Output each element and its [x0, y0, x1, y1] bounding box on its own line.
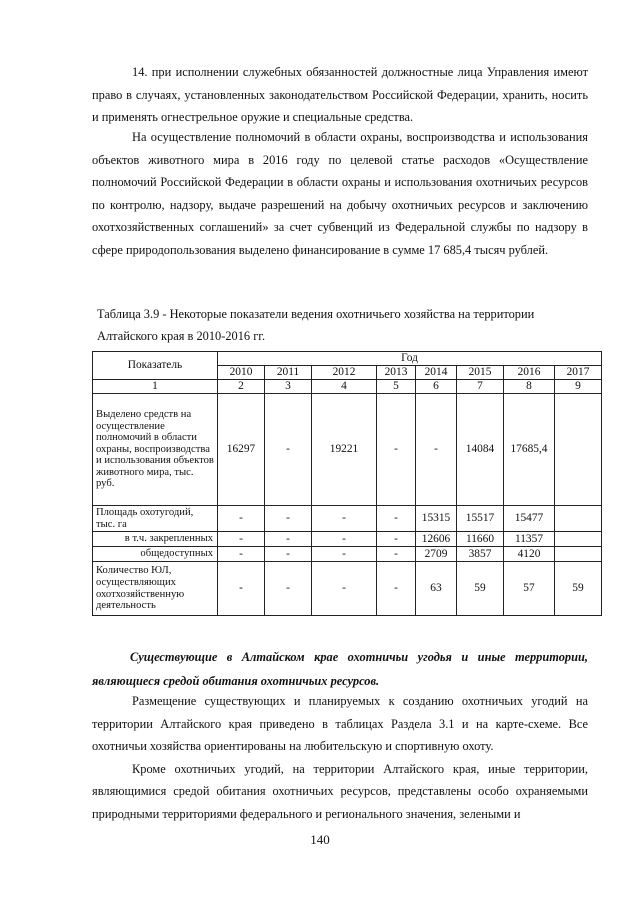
- year-cell: 2014: [416, 366, 457, 380]
- table-cell: 17685,4: [504, 394, 555, 506]
- table-cell: -: [377, 547, 416, 562]
- table-cell: -: [218, 532, 265, 547]
- table-caption: Таблица 3.9 - Некоторые показатели ведения охотничьего хозяйства на территории Алтайского края в 2010-2016 гг.: [97, 307, 535, 343]
- column-number: 4: [312, 380, 377, 394]
- table-cell: -: [265, 532, 312, 547]
- page-number: 140: [310, 832, 330, 847]
- indicator-header: Показатель: [93, 352, 218, 380]
- table-cell: -: [312, 506, 377, 532]
- table-cell: 15315: [416, 506, 457, 532]
- table-cell: -: [312, 547, 377, 562]
- table-cell: [555, 394, 602, 506]
- year-header: Год: [218, 352, 602, 366]
- row-label: Площадь охотугодий, тыс. га: [93, 506, 218, 532]
- table-cell: 14084: [457, 394, 504, 506]
- year-cell: 2012: [312, 366, 377, 380]
- column-number: 3: [265, 380, 312, 394]
- table-cell: -: [265, 547, 312, 562]
- paragraph-placement-text: Размещение существующих и планируемых к созданию охотничьих угодий на территории Алтайского края приведено в таблицах Раздела 3.1 и на карте-схеме. Все охотничьи хозяйства ориентированы на любительскую и спортивную охоту.: [92, 694, 588, 754]
- table-cell: [555, 547, 602, 562]
- column-number: 2: [218, 380, 265, 394]
- table-cell: -: [377, 532, 416, 547]
- table-cell: 16297: [218, 394, 265, 506]
- table-cell: -: [312, 562, 377, 616]
- paragraph-placement: [92, 690, 588, 826]
- table-row: [93, 532, 602, 547]
- hunting-indicators-table: [92, 351, 602, 616]
- column-number: 8: [504, 380, 555, 394]
- table-cell: 11357: [504, 532, 555, 547]
- table-cell: 57: [504, 562, 555, 616]
- table-cell: -: [265, 506, 312, 532]
- table-cell: [555, 532, 602, 547]
- column-number: 9: [555, 380, 602, 394]
- table-cell: 11660: [457, 532, 504, 547]
- year-cell: 2015: [457, 366, 504, 380]
- row-label: в т.ч. закрепленных: [93, 532, 218, 547]
- table-cell: 12606: [416, 532, 457, 547]
- table-cell: -: [218, 562, 265, 616]
- numbering-row: [93, 380, 602, 394]
- paragraph-other-territories: Кроме охотничьих угодий, на территории Алтайского края, иные территории, являющимися средой обитания охотничьих ресурсов, представлены особо охраняемыми природными территориями федерального и регионального значения, зелеными и: [92, 761, 588, 821]
- year-cell: 2013: [377, 366, 416, 380]
- table-cell: 59: [555, 562, 602, 616]
- section-heading: Существующие в Алтайском крае охотничьи угодья и иные территории, являющиеся средой обитания охотничьих ресурсов.: [92, 650, 588, 688]
- year-cell: 2010: [218, 366, 265, 380]
- table-row: [93, 394, 602, 506]
- table-row: [93, 506, 602, 532]
- table-cell: 4120: [504, 547, 555, 562]
- table-row: [93, 547, 602, 562]
- row-label: общедоступных: [93, 547, 218, 562]
- table-row: [93, 562, 602, 616]
- column-number: 5: [377, 380, 416, 394]
- table-cell: 59: [457, 562, 504, 616]
- year-cell: 2016: [504, 366, 555, 380]
- table-cell: 15477: [504, 506, 555, 532]
- table-cell: [555, 506, 602, 532]
- year-cell: 2011: [265, 366, 312, 380]
- table-cell: -: [416, 394, 457, 506]
- year-cell: 2017: [555, 366, 602, 380]
- table-cell: -: [218, 506, 265, 532]
- row-label: Количество ЮЛ, осуществляющих охотхозяйственную деятельность: [93, 562, 218, 616]
- table-cell: -: [265, 562, 312, 616]
- table-cell: 3857: [457, 547, 504, 562]
- table-cell: 19221: [312, 394, 377, 506]
- table-cell: 15517: [457, 506, 504, 532]
- table-cell: -: [312, 532, 377, 547]
- paragraph-officials-rights: 14. при исполнении служебных обязанностей должностные лица Управления имеют право в случаях, установленных законодательством Российской Федерации, хранить, носить и применять огнестрельное оружие и специальные средства.: [92, 65, 588, 125]
- paragraph-funding: На осуществление полномочий в области охраны, воспроизводства и использования объектов животного мира в 2016 году по целевой статье расходов «Осуществление полномочий Российской Федерации в области охраны и использования охотничьих ресурсов по контролю, надзору, выдаче разрешений на добычу охотничьих ресурсов и заключению охотхозяйственных соглашений» за счет субвенций из Федеральной службы по надзору в сфере природопользования выделено финансирование в сумме 17 685,4 тысяч рублей.: [92, 130, 588, 257]
- table-cell: -: [377, 506, 416, 532]
- column-number: 7: [457, 380, 504, 394]
- table-cell: -: [377, 394, 416, 506]
- table-cell: -: [265, 394, 312, 506]
- table-cell: 63: [416, 562, 457, 616]
- table-cell: -: [377, 562, 416, 616]
- row-label: Выделено средств на осуществление полномочий в области охраны, воспроизводства и использования объектов животного мира, тыс. руб.: [93, 394, 218, 506]
- column-number: 6: [416, 380, 457, 394]
- table-cell: -: [218, 547, 265, 562]
- table-cell: 2709: [416, 547, 457, 562]
- column-number: 1: [93, 380, 218, 394]
